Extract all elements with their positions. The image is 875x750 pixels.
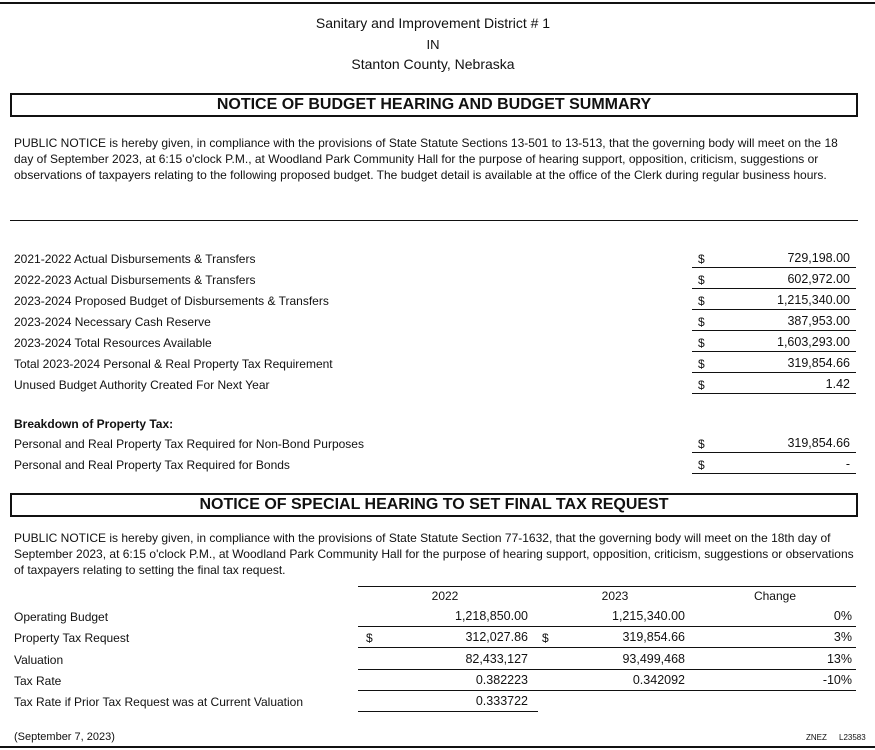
value-2022: 82,433,127	[465, 652, 528, 666]
dollar-sign: $	[698, 315, 705, 329]
bottom-rule	[0, 746, 875, 748]
column-header-2023: 2023	[601, 589, 629, 603]
summary-row-value: 1,215,340.00	[777, 293, 850, 307]
row-rule	[358, 647, 856, 648]
dollar-sign: $	[698, 437, 705, 451]
value-underline	[692, 393, 856, 394]
summary-row-label: Unused Budget Authority Created For Next Year	[14, 378, 270, 392]
value-underline	[692, 452, 856, 453]
breakdown-row-value: 319,854.66	[787, 436, 850, 450]
value-underline	[692, 372, 856, 373]
value-change: 13%	[826, 652, 852, 666]
dollar-sign: $	[366, 631, 373, 645]
dollar-sign: $	[698, 357, 705, 371]
table-top-rule	[358, 586, 856, 587]
special-hearing-text: PUBLIC NOTICE is hereby given, in compliance with the provisions of State Statute Section 77-1632, that the governing body will meet on the 18th day of September 2023, at 6:15 o'clock P.M., at Woodland Park Community Hall for the purpose of hearing support, opposition, criticism, suggestions or observations of taxpayers relating to setting the final tax request.	[14, 531, 854, 577]
dollar-sign: $	[698, 294, 705, 308]
table-row-label: Tax Rate	[14, 674, 62, 688]
summary-row-value: 1.42	[825, 377, 850, 391]
summary-row-value: 319,854.66	[787, 356, 850, 370]
table-row-label: Operating Budget	[14, 610, 109, 624]
value-2023: 1,215,340.00	[612, 609, 685, 623]
district-name: Sanitary and Improvement District # 1	[315, 15, 551, 31]
value-underline	[692, 330, 856, 331]
column-header-change: Change	[753, 589, 797, 603]
breakdown-title: Breakdown of Property Tax:	[14, 417, 174, 431]
value-underline	[692, 473, 856, 474]
column-header-2022: 2022	[431, 589, 459, 603]
row-rule	[358, 711, 538, 712]
value-2022: 0.382223	[475, 673, 528, 687]
summary-row-label: 2023-2024 Total Resources Available	[14, 336, 212, 350]
summary-row-value: 1,603,293.00	[777, 335, 850, 349]
breakdown-row-value: -	[845, 457, 850, 471]
summary-row-value: 729,198.00	[787, 251, 850, 265]
summary-row-value: 387,953.00	[787, 314, 850, 328]
summary-row-label: 2022-2023 Actual Disbursements & Transfers	[14, 273, 256, 287]
budget-hearing-title: NOTICE OF BUDGET HEARING AND BUDGET SUMMARY	[10, 93, 858, 117]
row-rule	[358, 669, 856, 670]
table-row-label: Tax Rate if Prior Tax Request was at Current Valuation	[14, 695, 304, 709]
row-rule	[358, 626, 856, 627]
value-underline	[692, 309, 856, 310]
value-2023: 319,854.66	[622, 630, 685, 644]
budget-hearing-text: PUBLIC NOTICE is hereby given, in compliance with the provisions of State Statute Sections 13-501 to 13-513, that the governing body will meet on the 18 day of September 2023, at 6:15 o'clock P.M., at Woodland Park Community Hall for the purpose of hearing support, opposition, criticism, suggestions or observations of taxpayers relating to the following proposed budget. The budget detail is available at the office of the Clerk during regular business hours.	[14, 136, 838, 182]
county-name: Stanton County, Nebraska	[351, 56, 515, 72]
summary-row-label: Total 2023-2024 Personal & Real Property Tax Requirement	[14, 357, 333, 371]
value-change: 0%	[833, 609, 852, 623]
top-rule	[0, 2, 875, 4]
dollar-sign: $	[698, 273, 705, 287]
breakdown-row-label: Personal and Real Property Tax Required for Non-Bond Purposes	[14, 437, 364, 451]
value-underline	[692, 351, 856, 352]
in-word: IN	[426, 37, 440, 52]
summary-row-label: 2023-2024 Proposed Budget of Disbursements & Transfers	[14, 294, 329, 308]
value-change: -10%	[822, 673, 852, 687]
notice-id: L23583	[839, 733, 866, 742]
value-underline	[692, 267, 856, 268]
value-change: 3%	[833, 630, 852, 644]
value-2022: 1,218,850.00	[455, 609, 528, 623]
row-rule	[358, 690, 856, 691]
table-row-label: Valuation	[14, 653, 64, 667]
summary-row-label: 2023-2024 Necessary Cash Reserve	[14, 315, 211, 329]
section-divider	[10, 220, 858, 221]
dollar-sign: $	[698, 378, 705, 392]
dollar-sign: $	[698, 252, 705, 266]
summary-row-value: 602,972.00	[787, 272, 850, 286]
publication-date: (September 7, 2023)	[14, 731, 115, 743]
value-2022: 312,027.86	[465, 630, 528, 644]
summary-row-label: 2021-2022 Actual Disbursements & Transfers	[14, 252, 256, 266]
dollar-sign: $	[542, 631, 549, 645]
value-2023: 0.342092	[632, 673, 685, 687]
table-row-label: Property Tax Request	[14, 631, 130, 645]
special-hearing-title: NOTICE OF SPECIAL HEARING TO SET FINAL TAX REQUEST	[10, 493, 858, 517]
value-underline	[692, 288, 856, 289]
dollar-sign: $	[698, 458, 705, 472]
breakdown-row-label: Personal and Real Property Tax Required for Bonds	[14, 458, 290, 472]
value-2023: 93,499,468	[622, 652, 685, 666]
value-2022: 0.333722	[475, 694, 528, 708]
publisher-code: ZNEZ	[806, 733, 827, 742]
dollar-sign: $	[698, 336, 705, 350]
